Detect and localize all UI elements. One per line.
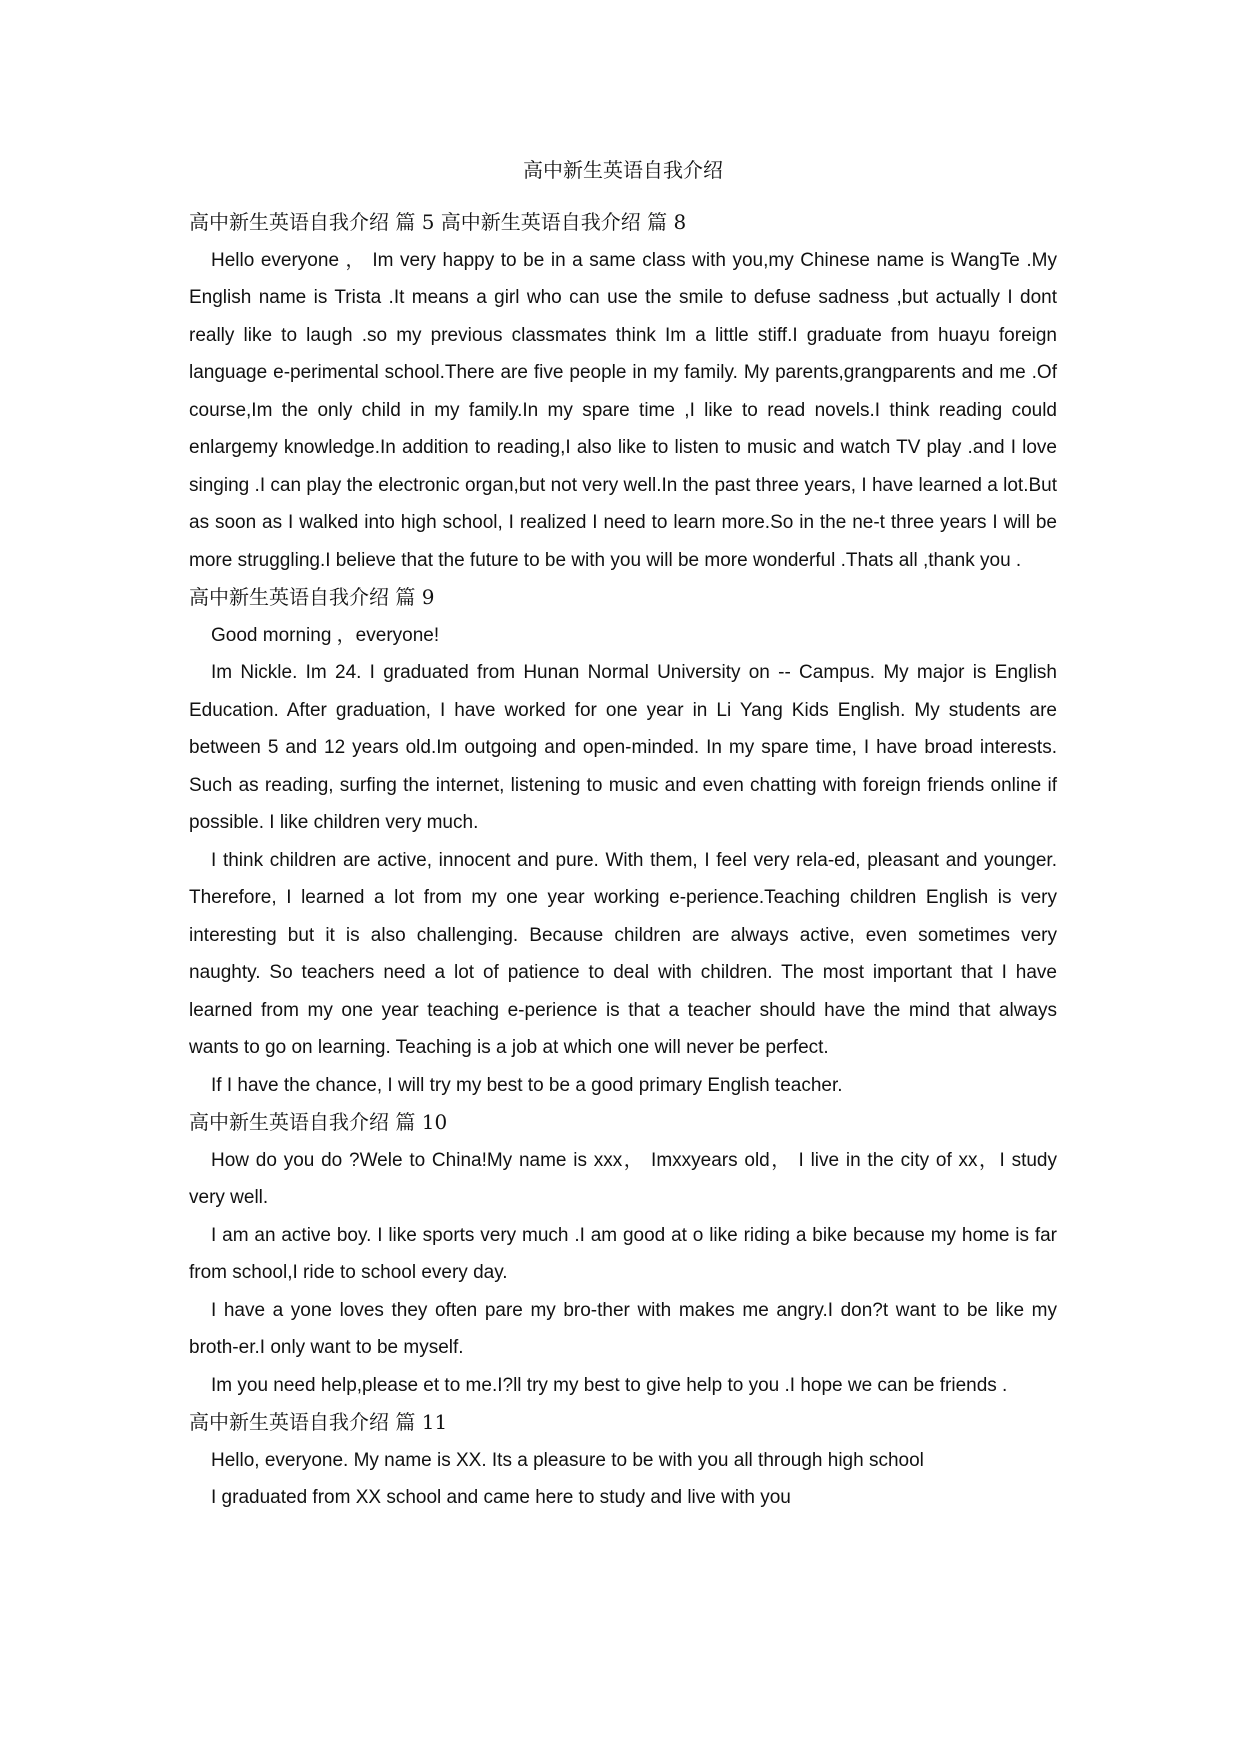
section-heading: 高中新生英语自我介绍 篇 9 [189,585,435,609]
section-11 [189,1404,1057,1517]
paragraph: Im you need help,please et to me.I?ll try my best to give help to you .I hope we can be friends . [211,1374,1008,1396]
section-heading: 高中新生英语自我介绍 篇 10 [189,1110,448,1134]
paragraph: How do you do ?Wele to China!My name is xxx， Imxxyears old， I live in the city of xx，I study very well. [189,1149,1057,1208]
section-9 [189,579,1057,1104]
document-title: 高中新生英语自我介绍 [523,158,723,182]
document-page [189,150,1057,1517]
paragraph: If I have the chance, I will try my best to be a good primary English teacher. [211,1074,843,1096]
paragraph: Hello, everyone. My name is XX. Its a pleasure to be with you all through high school [211,1449,924,1471]
paragraph: Good morning ，everyone! [211,624,440,646]
paragraph: Im Nickle. Im 24. I graduated from Hunan Normal University on -- Campus. My major is English Education. After graduation, I have worked for one year in Li Yang Kids English. My students are between 5 and 12 years old.Im outgoing and open-minded. In my spare time, I have broad interests. Such as reading, surfing the internet, listening to music and even chatting with foreign friends online if possible. I like children very much. [189,662,1057,833]
paragraph: I think children are active, innocent and pure. With them, I feel very rela-ed, pleasant and younger. Therefore, I learned a lot from my one year working e-perience.Teaching children English is very interesting but it is also challenging. Because children are always active, even sometimes very naughty. So teachers need a lot of patience to deal with children. The most important that I have learned from my one year teaching e-perience is that a teacher should have the mind that always wants to go on learning. Teaching is a job at which one will never be perfect. [189,849,1057,1058]
section-10 [189,1104,1057,1404]
section-heading: 高中新生英语自我介绍 篇 5 高中新生英语自我介绍 篇 8 [189,210,687,234]
paragraph: I have a yone loves they often pare my bro-ther with makes me angry.I don?t want to be like my broth-er.I only want to be myself. [189,1299,1057,1358]
section-5-8 [189,204,1057,579]
paragraph: I graduated from XX school and came here to study and live with you [211,1487,791,1508]
paragraph: I am an active boy. I like sports very much .I am good at o like riding a bike because my home is far from school,I ride to school every day. [189,1224,1057,1283]
section-heading: 高中新生英语自我介绍 篇 11 [189,1410,448,1434]
paragraph: Hello everyone ， Im very happy to be in a same class with you,my Chinese name is WangTe .My English name is Trista .It means a girl who can use the smile to defuse sadness ,but actually I dont really like to laugh .so my previous classmates think Im a little stiff.I graduate from huayu foreign language e-perimental school.There are five people in my family. My parents,grangparents and me .Of course,Im the only child in my family.In my spare time ,I like to read novels.I think reading could enlargemy knowledge.In addition to reading,I also like to listen to music and watch TV play .and I love singing .I can play the electronic organ,but not very well.In the past three years, I have learned a lot.But as soon as I walked into high school, I realized I need to learn more.So in the ne-t three years I will be more struggling.I believe that the future to be with you will be more wonderful .Thats all ,thank you . [189,249,1057,571]
